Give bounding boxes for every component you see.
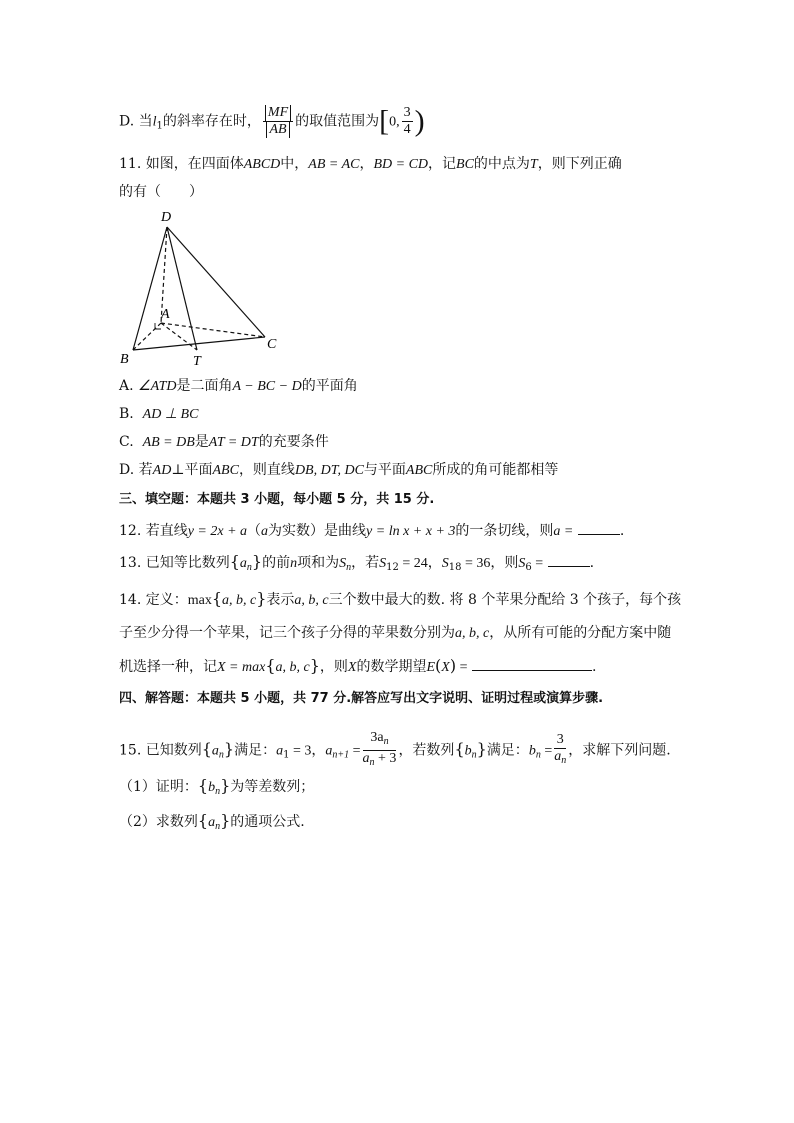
question-15: 15. 已知数列$\{a_n\}$满足：$a_1 = 3$，$a_{n+1}$ = $\frac{3a_n}{a_n + 3}$ ，若数列$\{b_n\}$满足：$b_n$ = $\frac{3}{a_n}$ ，求解下列问题. <box>119 730 671 771</box>
section-3-heading: 三、填空题：本题共 3 小题，每小题 5 分，共 15 分. <box>119 492 435 507</box>
question-11-option-c: C. AB = DB是AT = DT的充要条件 <box>119 434 329 450</box>
question-13: 13. 已知等比数列$\{a_n\}$的前n项和为$S_n$，若$S_{12} = 24$，$S_{18} = 36$，则$S_6$ = . <box>119 552 595 573</box>
question-11-stem: 11. 如图，在四面体ABCD中，AB = AC，BD = CD，记BC的中点为T，则下列正确 <box>119 156 622 172</box>
section-4-heading: 四、解答题：本题共 5 小题，共 77 分.解答应写出文字说明、证明过程或演算步骤. <box>119 691 604 706</box>
label-c: C <box>267 337 277 352</box>
question-12: 12. 若直线y = 2x + a（a为实数）是曲线y = ln x + x + 3的一条切线，则a = . <box>119 520 624 542</box>
question-15-part-2: （2）求数列$\{a_n\}$的通项公式. <box>119 811 305 832</box>
question-11-stem-cont: 的有（ ） <box>119 184 203 200</box>
edge-dc <box>167 227 265 337</box>
range-fraction: $\frac{3}{4}$ <box>403 105 411 137</box>
edge-dt <box>167 227 197 350</box>
label-a: A <box>161 307 170 322</box>
answer-blank <box>472 656 592 671</box>
question-11-option-b: B. AD ⊥ BC <box>119 406 199 422</box>
edge-db <box>133 227 167 350</box>
label-b: B <box>120 352 129 367</box>
question-14-line-3: 机选择一种，记X = max{a, b, c}，则X的数学期望E(X) = . <box>119 656 597 675</box>
question-11-option-a: A. ∠ATD是二面角A − BC − D的平面角 <box>119 378 358 394</box>
answer-blank <box>578 520 620 535</box>
edge-bc <box>133 337 265 350</box>
question-14-line-1: 14. 定义：max{a, b, c}表示a, b, c三个数中最大的数. 将 8 个苹果分配给 3 个孩子，每个孩 <box>119 589 682 608</box>
label-t: T <box>193 354 201 369</box>
recurrence-fraction: $\frac{3a_n}{a_n + 3}$ <box>362 730 397 768</box>
bn-fraction: $\frac{3}{a_n}$ <box>554 732 567 766</box>
tetrahedron-figure <box>115 205 295 370</box>
question-14-line-2: 子至少分得一个苹果，记三个孩子分得的苹果数分别为a, b, c，从所有可能的分配方案中随 <box>119 625 672 641</box>
label-d: D <box>161 210 172 225</box>
ratio-fraction: $\frac{MF}{AB}$ <box>263 105 293 138</box>
question-11-option-d: D. 若AD⊥平面ABC，则直线DB, DT, DC与平面ABC所成的角可能都相等 <box>119 462 559 478</box>
question-15-part-1: （1）证明：$\{b_n\}$为等差数列； <box>119 776 315 797</box>
answer-blank <box>548 552 590 567</box>
edge-ac <box>161 323 265 337</box>
option-d-previous: D. 当$l_1$的斜率存在时， $\frac{MF}{AB}$ 的取值范围为[0, $\frac{3}{4}$ ) <box>119 104 425 138</box>
